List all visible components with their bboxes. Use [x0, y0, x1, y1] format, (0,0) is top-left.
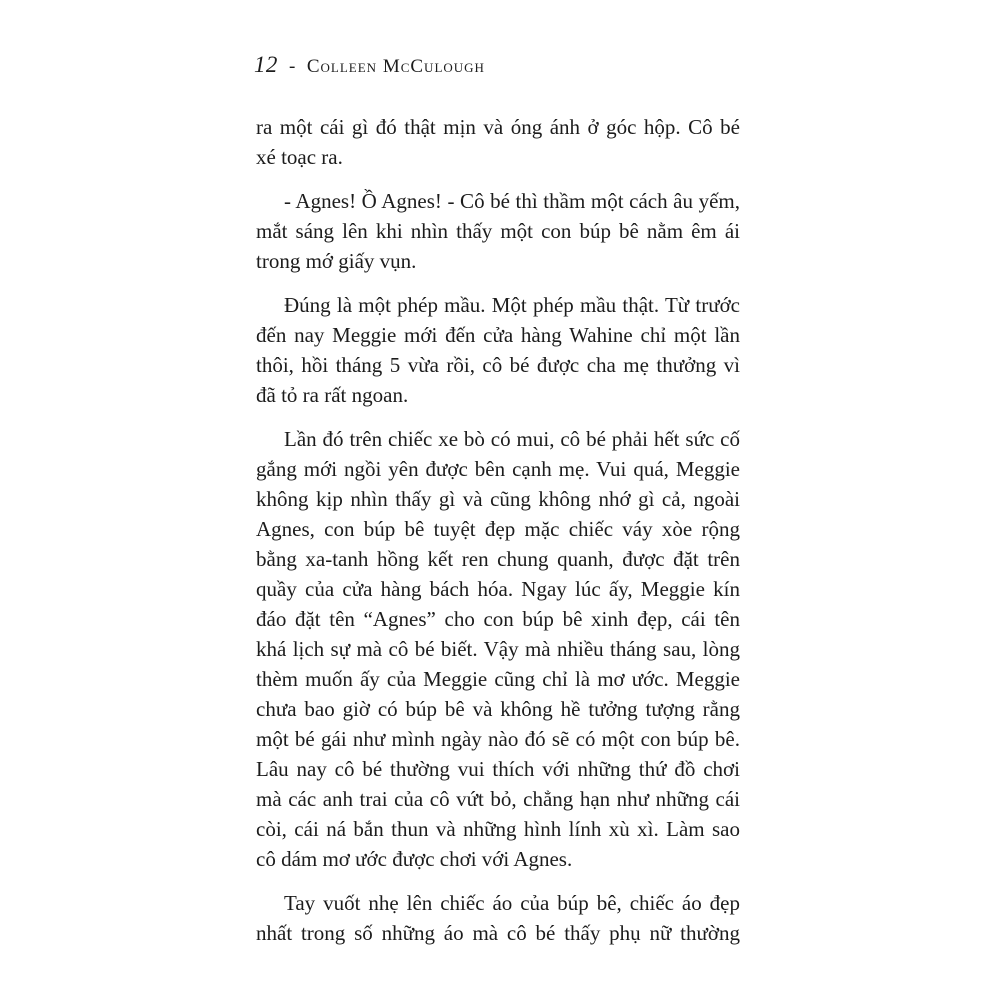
- text-line: ra một cái gì đó thật mịn và óng ánh ở góc hộp. Cô bé: [256, 115, 740, 139]
- text-line: Lần đó trên chiếc xe bò có mui, cô bé phải hết sức cố: [284, 427, 740, 451]
- text-line: Tay vuốt nhẹ lên chiếc áo của búp bê, chiếc áo đẹp: [284, 891, 740, 915]
- text-line: mà các anh trai của cô vứt bỏ, chẳng hạn như những cái: [256, 787, 740, 811]
- text-line: bằng xa-tanh hồng kết ren chung quanh, được đặt trên: [256, 547, 740, 571]
- text-line: mắt sáng lên khi nhìn thấy một con búp bê nằm êm ái: [256, 219, 740, 243]
- text-line: thèm muốn ấy của Meggie cũng chỉ là mơ ước. Meggie: [256, 667, 740, 691]
- text-line: - Agnes! Ồ Agnes! - Cô bé thì thầm một cách âu yếm,: [284, 189, 740, 213]
- paragraph: [256, 888, 740, 948]
- text-line: thôi, hồi tháng 5 vừa rồi, cô bé được cha mẹ thưởng vì: [256, 353, 740, 377]
- text-line: một bé gái như mình ngày nào đó sẽ có một con búp bê.: [256, 727, 740, 751]
- body-text: [256, 112, 740, 962]
- text-line: xé toạc ra.: [256, 145, 343, 169]
- text-line: trong mớ giấy vụn.: [256, 249, 417, 273]
- paragraph: [256, 112, 740, 172]
- text-line: Lâu nay cô bé thường vui thích với những thứ đồ chơi: [256, 757, 740, 781]
- running-head: [254, 52, 485, 78]
- text-line: đáo đặt tên “Agnes” cho con búp bê xinh đẹp, cái tên: [256, 607, 740, 631]
- running-head-author: Colleen McCulough: [306, 56, 485, 77]
- text-line: không kịp nhìn thấy gì và cũng không nhớ gì cả, ngoài: [256, 487, 740, 511]
- paragraph: [256, 290, 740, 410]
- page-number: 12: [254, 52, 278, 77]
- text-line: gắng mới ngồi yên được bên cạnh mẹ. Vui quá, Meggie: [256, 457, 740, 481]
- paragraph: [256, 186, 740, 276]
- running-head-separator: -: [288, 56, 296, 77]
- text-line: đã tỏ ra rất ngoan.: [256, 383, 409, 407]
- text-line: Agnes, con búp bê tuyệt đẹp mặc chiếc váy xòe rộng: [256, 517, 740, 541]
- text-line: cô dám mơ ước được chơi với Agnes.: [256, 847, 573, 871]
- text-line: còi, cái ná bắn thun và những hình lính xù xì. Làm sao: [256, 817, 740, 841]
- text-line: Đúng là một phép mầu. Một phép mầu thật. Từ trước: [284, 293, 740, 317]
- text-line: nhất trong số những áo mà cô bé thấy phụ nữ thường: [256, 921, 740, 945]
- paragraph: [256, 424, 740, 874]
- text-line: đến nay Meggie mới đến cửa hàng Wahine chỉ một lần: [256, 323, 740, 347]
- text-line: khá lịch sự mà cô bé biết. Vậy mà nhiều tháng sau, lòng: [256, 637, 740, 661]
- text-line: quầy của cửa hàng bách hóa. Ngay lúc ấy, Meggie kín: [256, 577, 740, 601]
- text-line: chưa bao giờ có búp bê và không hề tưởng tượng rằng: [256, 697, 740, 721]
